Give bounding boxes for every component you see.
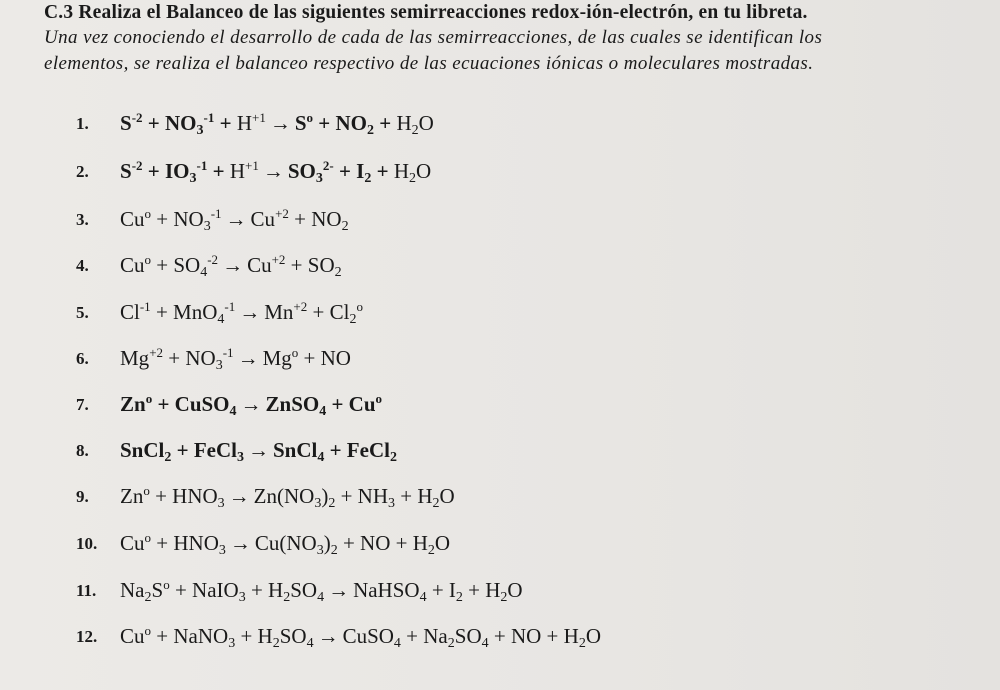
equation-number: 6. bbox=[76, 348, 89, 368]
equation-number: 1. bbox=[76, 113, 89, 133]
equation-text: SnCl$_2$ + FeCl$_3$ → SnCl$_4$ + FeCl$_2$ bbox=[120, 438, 397, 465]
equation-text: $Na_2S^o$ + NaIO$_3$ + $H_2SO_4$ → NaHSO$_4$ + $I_2 + H_2O$ bbox=[120, 577, 523, 605]
section-heading: C.3 Realiza el Balanceo de las siguientes semirreacciones redox-ión-electrón, en tu libreta. bbox=[44, 2, 808, 23]
equation-item-4 bbox=[76, 253, 976, 289]
equation-number: 5. bbox=[76, 302, 89, 322]
equation-item-6 bbox=[76, 346, 976, 382]
equation-item-12 bbox=[76, 624, 976, 660]
equation-number: 10. bbox=[76, 533, 98, 553]
equation-number: 9. bbox=[76, 486, 89, 506]
equation-text: $S^{-2} + NO_3^{-1} + H^{+1} \to S^o + NO_2 + H_2O$ bbox=[120, 110, 434, 138]
equation-item-8 bbox=[76, 438, 976, 474]
equation-item-2 bbox=[76, 159, 976, 195]
equation-number: 4. bbox=[76, 255, 89, 275]
equation-text: $Cl^{-1} + MnO_4^{-1} \to Mn^{+2} + Cl_2^o$ bbox=[120, 299, 363, 327]
equation-item-11 bbox=[76, 578, 976, 614]
equation-text: $Cu^o$ + NaNO$_3$ + $H_2SO_4$ → CuSO$_4$ + $Na_2SO_4$ + NO + $H_2O$ bbox=[120, 623, 601, 651]
equation-number: 12. bbox=[76, 626, 98, 646]
equation-number: 7. bbox=[76, 394, 89, 414]
intro-line-1: Una vez conociendo el desarrollo de cada de las semirreacciones, de las cuales se identifican los bbox=[44, 27, 823, 48]
equation-item-1 bbox=[76, 111, 976, 147]
intro-line-2: elementos, se realiza el balanceo respectivo de las ecuaciones iónicas o moleculares mostradas. bbox=[44, 53, 814, 74]
equation-text: $Cu^o + HNO_3 \to Cu(NO_3)_2$ + NO + $H_2O$ bbox=[120, 530, 451, 558]
equation-number: 2. bbox=[76, 161, 89, 181]
equation-text: $Cu^o + SO_4^{-2} \to Cu^{+2} + SO_2$ bbox=[120, 252, 342, 280]
equation-text: $Cu^o + NO_3^{-1} \to Cu^{+2} + NO_2$ bbox=[120, 206, 349, 234]
equation-item-7 bbox=[76, 392, 976, 428]
equation-text: $Zn^o$ + CuSO$_4$ → ZnSO$_4$ + $Cu^o$ bbox=[120, 391, 383, 419]
equation-number: 11. bbox=[76, 580, 97, 600]
equation-item-10 bbox=[76, 531, 976, 567]
equation-number: 8. bbox=[76, 440, 89, 460]
equation-text: $Zn^o + HNO_3 \to Zn(NO_3)_2 + NH_3 + H_2O$ bbox=[120, 483, 455, 511]
equation-item-5 bbox=[76, 300, 976, 336]
equation-text: $Mg^{+2} + NO_3^{-1} \to Mg^o$ + NO bbox=[120, 345, 351, 373]
equation-text: $S^{-2} + IO_3^{-1} + H^{+1} \to SO_3^{2-} + I_2 + H_2O$ bbox=[120, 158, 432, 186]
equation-item-9 bbox=[76, 484, 976, 520]
equation-item-3 bbox=[76, 207, 976, 243]
equation-number: 3. bbox=[76, 209, 89, 229]
